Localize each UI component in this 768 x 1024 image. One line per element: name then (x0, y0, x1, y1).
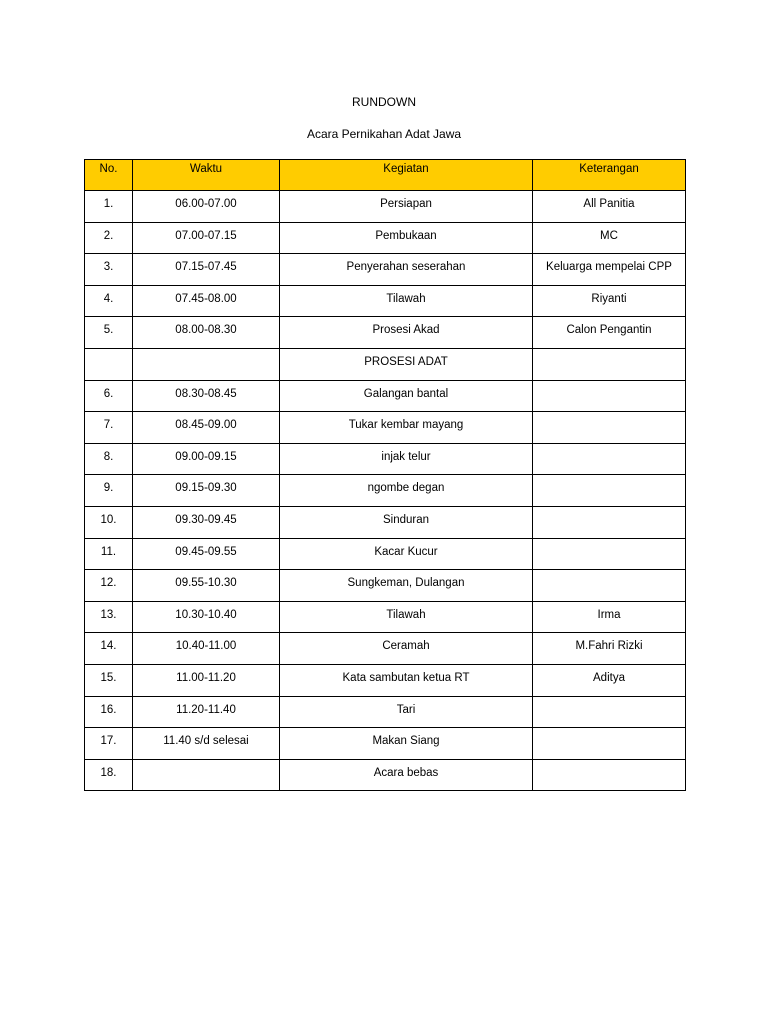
cell-keterangan (533, 728, 686, 760)
cell-kegiatan: Acara bebas (280, 759, 533, 791)
cell-keterangan: M.Fahri Rizki (533, 633, 686, 665)
cell-no: 15. (85, 664, 133, 696)
cell-waktu: 10.40-11.00 (133, 633, 280, 665)
cell-no: 18. (85, 759, 133, 791)
cell-kegiatan: Tilawah (280, 601, 533, 633)
table-row (85, 506, 686, 538)
table-row (85, 285, 686, 317)
cell-keterangan (533, 696, 686, 728)
cell-waktu: 11.00-11.20 (133, 664, 280, 696)
header-keterangan: Keterangan (533, 160, 686, 191)
table-row (85, 317, 686, 349)
table-row (85, 601, 686, 633)
cell-waktu: 10.30-10.40 (133, 601, 280, 633)
table-row (85, 412, 686, 444)
cell-kegiatan: Tilawah (280, 285, 533, 317)
cell-waktu: 08.30-08.45 (133, 380, 280, 412)
table-row (85, 191, 686, 223)
cell-waktu: 09.55-10.30 (133, 570, 280, 602)
table-row (85, 348, 686, 380)
cell-no: 11. (85, 538, 133, 570)
table-row (85, 633, 686, 665)
cell-kegiatan: Makan Siang (280, 728, 533, 760)
table-row (85, 254, 686, 286)
cell-no: 3. (85, 254, 133, 286)
cell-no: 9. (85, 475, 133, 507)
cell-keterangan (533, 538, 686, 570)
cell-keterangan (533, 475, 686, 507)
header-waktu: Waktu (133, 160, 280, 191)
cell-no: 1. (85, 191, 133, 223)
cell-keterangan: Riyanti (533, 285, 686, 317)
cell-kegiatan: Penyerahan seserahan (280, 254, 533, 286)
cell-keterangan (533, 506, 686, 538)
table-row (85, 443, 686, 475)
cell-waktu: 09.45-09.55 (133, 538, 280, 570)
table-row (85, 759, 686, 791)
cell-keterangan: Aditya (533, 664, 686, 696)
cell-keterangan (533, 348, 686, 380)
cell-waktu: 06.00-07.00 (133, 191, 280, 223)
cell-waktu (133, 759, 280, 791)
cell-no: 4. (85, 285, 133, 317)
cell-keterangan (533, 570, 686, 602)
cell-keterangan: Keluarga mempelai CPP (533, 254, 686, 286)
cell-waktu: 11.40 s/d selesai (133, 728, 280, 760)
table-row (85, 475, 686, 507)
cell-no: 7. (85, 412, 133, 444)
cell-keterangan: Calon Pengantin (533, 317, 686, 349)
cell-kegiatan: PROSESI ADAT (280, 348, 533, 380)
cell-waktu: 09.30-09.45 (133, 506, 280, 538)
cell-kegiatan: Ceramah (280, 633, 533, 665)
header-no: No. (85, 160, 133, 191)
cell-keterangan (533, 443, 686, 475)
table-row (85, 380, 686, 412)
table-row (85, 696, 686, 728)
cell-waktu: 09.15-09.30 (133, 475, 280, 507)
cell-kegiatan: Sungkeman, Dulangan (280, 570, 533, 602)
document-title: RUNDOWN (352, 95, 416, 109)
cell-kegiatan: injak telur (280, 443, 533, 475)
cell-kegiatan: Kata sambutan ketua RT (280, 664, 533, 696)
cell-no: 13. (85, 601, 133, 633)
cell-kegiatan: Kacar Kucur (280, 538, 533, 570)
cell-waktu: 08.45-09.00 (133, 412, 280, 444)
cell-waktu: 07.00-07.15 (133, 222, 280, 254)
cell-no (85, 348, 133, 380)
table-row (85, 664, 686, 696)
cell-kegiatan: Prosesi Akad (280, 317, 533, 349)
cell-waktu: 08.00-08.30 (133, 317, 280, 349)
cell-no: 6. (85, 380, 133, 412)
cell-waktu: 07.45-08.00 (133, 285, 280, 317)
table-row (85, 222, 686, 254)
document-subtitle: Acara Pernikahan Adat Jawa (306, 127, 462, 141)
cell-waktu: 11.20-11.40 (133, 696, 280, 728)
cell-kegiatan: Tukar kembar mayang (280, 412, 533, 444)
cell-no: 10. (85, 506, 133, 538)
cell-keterangan: All Panitia (533, 191, 686, 223)
cell-no: 12. (85, 570, 133, 602)
cell-keterangan (533, 380, 686, 412)
table-row (85, 570, 686, 602)
cell-kegiatan: Pembukaan (280, 222, 533, 254)
table-row (85, 728, 686, 760)
cell-keterangan (533, 412, 686, 444)
cell-no: 2. (85, 222, 133, 254)
cell-keterangan: MC (533, 222, 686, 254)
table-header (85, 160, 686, 191)
rundown-table (84, 159, 686, 791)
table-body (85, 191, 686, 791)
table-row (85, 538, 686, 570)
cell-no: 17. (85, 728, 133, 760)
cell-waktu: 09.00-09.15 (133, 443, 280, 475)
cell-keterangan: Irma (533, 601, 686, 633)
cell-kegiatan: Tari (280, 696, 533, 728)
cell-no: 8. (85, 443, 133, 475)
cell-kegiatan: Galangan bantal (280, 380, 533, 412)
header-kegiatan: Kegiatan (280, 160, 533, 191)
cell-kegiatan: Persiapan (280, 191, 533, 223)
cell-no: 14. (85, 633, 133, 665)
cell-no: 16. (85, 696, 133, 728)
cell-waktu (133, 348, 280, 380)
cell-kegiatan: ngombe degan (280, 475, 533, 507)
cell-keterangan (533, 759, 686, 791)
cell-kegiatan: Sinduran (280, 506, 533, 538)
cell-waktu: 07.15-07.45 (133, 254, 280, 286)
header-row (85, 160, 686, 191)
cell-no: 5. (85, 317, 133, 349)
